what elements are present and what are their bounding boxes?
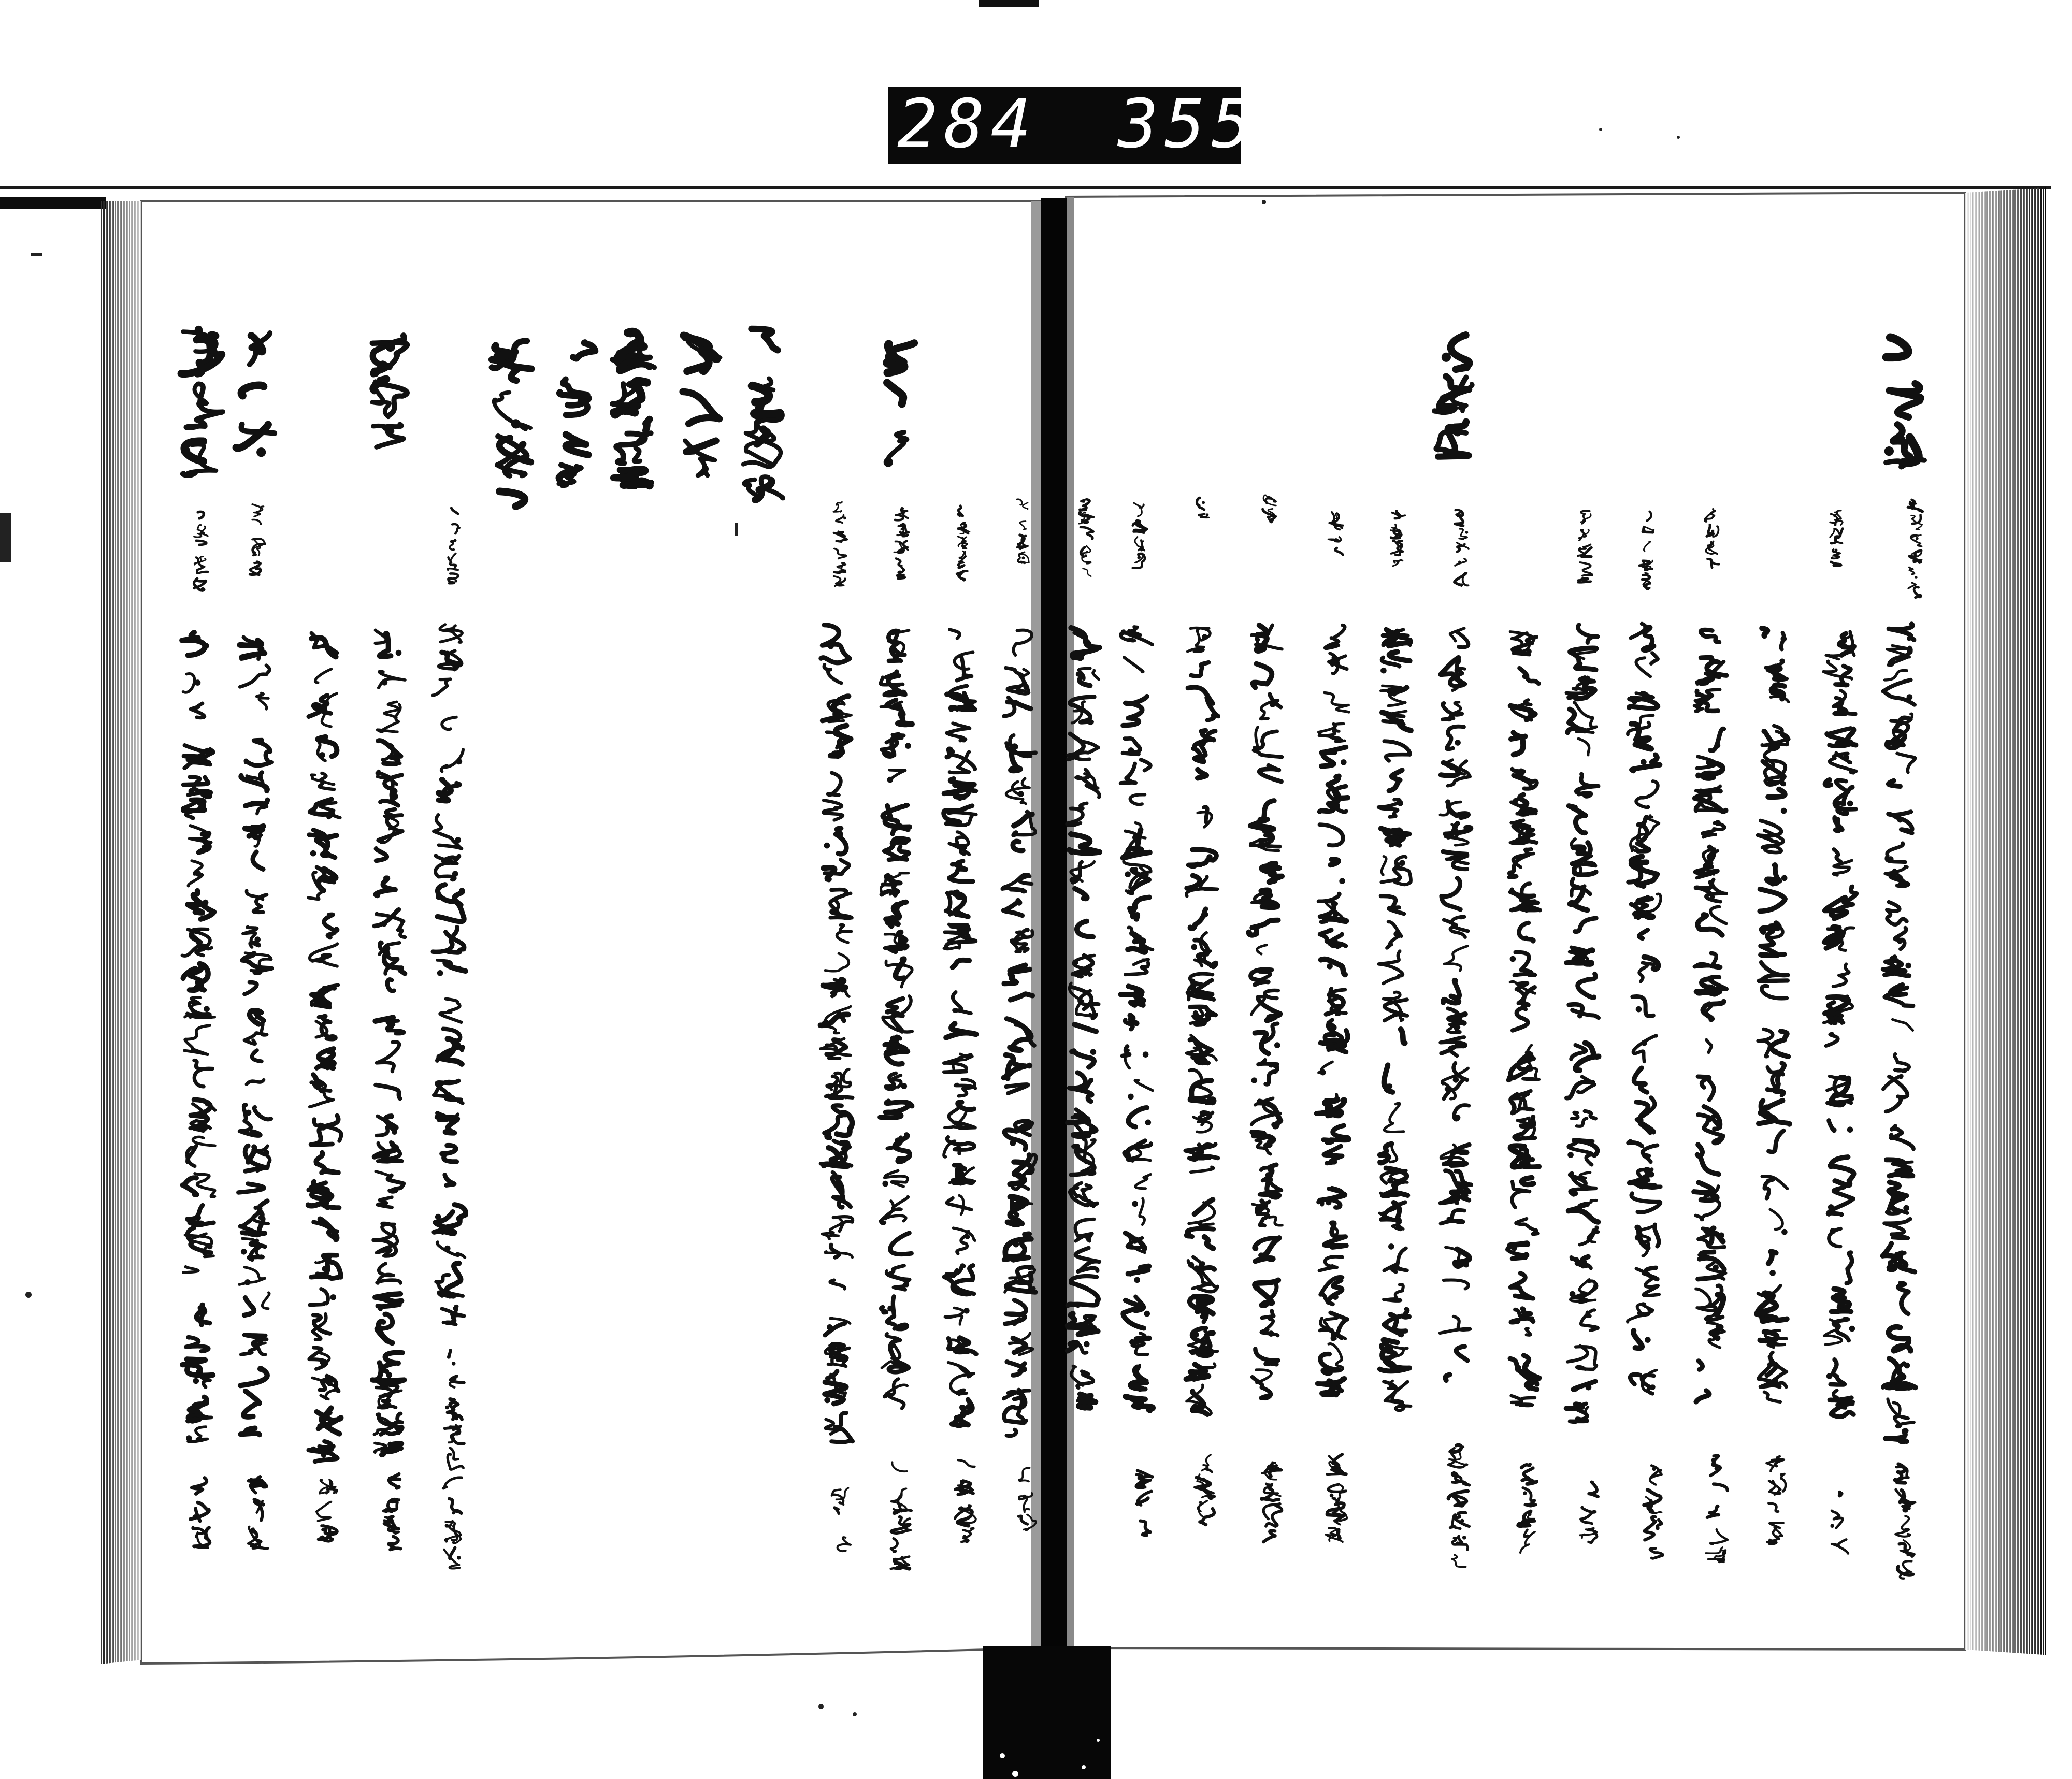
brush-dot [382, 679, 388, 686]
brush-dot [197, 979, 204, 986]
brush-dot [244, 1279, 251, 1285]
brush-dot [1643, 529, 1646, 532]
brush-dot [1903, 1467, 1907, 1471]
brush-dot [334, 927, 340, 933]
brush-dot [319, 752, 325, 758]
brush-dot [1143, 1051, 1149, 1058]
brush-dot [1333, 911, 1339, 917]
scan-number-label [888, 84, 1305, 164]
brush-dot [1202, 634, 1208, 640]
brush-dot [1888, 1260, 1894, 1266]
brush-dot [1718, 1233, 1724, 1239]
brush-dot [828, 643, 834, 649]
brush-dot [1847, 1126, 1853, 1133]
brush-dot [320, 1359, 326, 1365]
brush-dot [1897, 817, 1903, 823]
brush-dot [1339, 878, 1345, 884]
brush-dot [1715, 1335, 1721, 1341]
brush-dot [435, 1214, 441, 1220]
brush-stroke [1825, 780, 1831, 785]
brush-stroke [1337, 1530, 1340, 1539]
brush-dot [310, 850, 316, 857]
brush-dot [831, 1159, 837, 1165]
brush-dot [1193, 1332, 1199, 1338]
brush-dot [1465, 531, 1469, 534]
brush-stroke [1836, 819, 1839, 831]
brush-dot [1781, 808, 1787, 814]
brush-dot [1649, 1499, 1653, 1503]
brush-dot [1442, 353, 1451, 362]
brush-dot [511, 419, 521, 428]
brush-dot [1907, 694, 1913, 700]
brush-dot [454, 580, 457, 583]
brush-dot [1523, 1491, 1527, 1495]
brush-dot [1272, 1534, 1276, 1538]
brush-dot [1578, 547, 1581, 551]
brush-dot [1578, 537, 1581, 540]
brush-dot [1905, 963, 1911, 969]
brush-dot [1520, 807, 1526, 814]
brush-stroke [1401, 1029, 1405, 1043]
brush-stroke [1710, 1228, 1714, 1243]
brush-dot [1393, 931, 1400, 937]
brush-dot [1270, 701, 1276, 707]
scan-label-left-number: 284 [897, 84, 1038, 163]
brush-dot [1648, 1171, 1654, 1178]
brush-dot [1145, 1120, 1152, 1126]
brush-dot [1268, 1330, 1274, 1337]
brush-dot [1024, 685, 1030, 691]
brush-dot [1586, 1384, 1592, 1391]
brush-dot [1195, 1308, 1201, 1314]
brush-stroke [646, 420, 650, 431]
brush-dot [1516, 1155, 1522, 1161]
brush-dot [1849, 1326, 1855, 1332]
brush-dot [1769, 1270, 1776, 1276]
brush-dot [1455, 740, 1461, 746]
brush-dot [1523, 1362, 1529, 1368]
brush-dot [455, 837, 462, 843]
brush-dot [1022, 556, 1025, 559]
brush-dot [1395, 1218, 1402, 1224]
brush-dot [1715, 820, 1721, 826]
brush-dot [1397, 800, 1403, 806]
brush-dot [444, 1246, 451, 1252]
brush-dot [1903, 1495, 1907, 1499]
brush-dot [186, 1435, 192, 1441]
brush-dot [1772, 1049, 1778, 1055]
brush-dot [494, 351, 503, 360]
brush-dot [1084, 1341, 1090, 1348]
brush-dot [1387, 1178, 1393, 1184]
brush-dot [386, 1372, 393, 1378]
brush-stroke [897, 575, 904, 579]
left-page-outline [141, 201, 1043, 1664]
brush-stroke [1713, 1116, 1719, 1129]
brush-dot [1453, 1077, 1459, 1083]
brush-dot [1084, 554, 1087, 557]
brush-dot [1090, 1049, 1097, 1055]
brush-dot [1567, 1152, 1574, 1158]
brush-dot [181, 446, 190, 455]
brush-dot [1332, 1294, 1339, 1300]
brush-dot [1884, 446, 1894, 456]
brush-dot [1833, 1395, 1839, 1401]
brush-dot [452, 871, 458, 877]
brush-dot [1695, 773, 1702, 779]
brush-dot [1023, 1495, 1027, 1499]
brush-dot [905, 743, 911, 749]
brush-dot [963, 1308, 970, 1314]
brush-dot [1188, 1262, 1195, 1268]
brush-dot [827, 1324, 833, 1330]
brush-dot [450, 1311, 456, 1318]
right-page-edge-stack [1966, 187, 2045, 1655]
brush-dot [1897, 938, 1903, 944]
brush-dot [436, 1054, 442, 1060]
brush-dot [310, 1447, 316, 1453]
brush-dot [1206, 854, 1213, 860]
brush-dot [1334, 538, 1337, 541]
brush-dot [1010, 1140, 1016, 1146]
brush-dot [1202, 501, 1205, 504]
bottom-binding-block [983, 1646, 1111, 1779]
brush-dot [1830, 1524, 1834, 1528]
brush-dot [1773, 1378, 1779, 1384]
brush-dot [1641, 759, 1647, 765]
brush-dot [1843, 754, 1849, 760]
brush-dot [1089, 1126, 1095, 1133]
brush-dot [386, 342, 395, 352]
brush-dot [1888, 856, 1894, 862]
brush-dot [1781, 875, 1788, 881]
brush-dot [256, 447, 266, 457]
brush-dot [891, 906, 898, 913]
brush-dot [445, 1524, 449, 1528]
brush-dot [1570, 1291, 1576, 1297]
brush-dot [207, 1243, 213, 1250]
brush-dot [1132, 1201, 1138, 1207]
brush-stroke [261, 773, 262, 778]
brush-dot [258, 513, 261, 516]
brush-dot [1635, 1235, 1641, 1241]
left-top-bar [0, 197, 106, 209]
brush-dot [457, 1556, 461, 1560]
brush-dot [962, 1535, 967, 1539]
brush-dot [1510, 956, 1516, 962]
brush-dot [1018, 791, 1024, 797]
brush-dot [1027, 1063, 1033, 1069]
brush-dot [902, 945, 908, 951]
brush-dot [899, 531, 902, 534]
brush-dot [1261, 895, 1268, 902]
brush-dot [257, 1366, 264, 1372]
brush-dot [843, 516, 846, 519]
brush-dot [203, 643, 209, 649]
brush-dot [1460, 1519, 1464, 1523]
binding-gutter [1041, 198, 1067, 1648]
brush-dot [193, 1378, 199, 1384]
brush-dot [261, 1502, 265, 1507]
brush-stroke [449, 1350, 451, 1357]
brush-dot [1144, 1311, 1150, 1317]
brush-dot [1835, 1010, 1841, 1017]
brush-dot [1909, 502, 1912, 505]
brush-dot [326, 1380, 333, 1386]
brush-dot [1330, 1494, 1334, 1498]
brush-dot [1912, 559, 1916, 562]
brush-dot [1907, 648, 1913, 655]
brush-dot [1274, 1042, 1280, 1048]
brush-dot [1830, 1228, 1836, 1234]
brush-dot [1839, 1492, 1844, 1496]
brush-dot [195, 871, 202, 877]
brush-dot [1388, 1243, 1394, 1250]
brush-dot [1128, 747, 1134, 754]
brush-dot [1399, 860, 1405, 866]
handwritten-character [1401, 1029, 1405, 1043]
brush-dot [1092, 646, 1099, 652]
brush-dot [204, 1006, 210, 1013]
brush-dot [1903, 1205, 1909, 1211]
brush-dot [1915, 576, 1918, 579]
top-edge-mark [979, 0, 1039, 7]
brush-dot [454, 539, 457, 542]
brush-dot [381, 921, 387, 927]
brush-dot [1642, 560, 1645, 563]
brush-dot [1326, 1199, 1332, 1206]
brush-dot [195, 1214, 201, 1221]
brush-dot [1327, 963, 1333, 970]
brush-dot [1778, 1458, 1782, 1463]
brush-dot [1636, 1006, 1642, 1013]
brush-dot [1656, 1526, 1660, 1530]
brush-dot [437, 970, 443, 976]
brush-dot [1320, 1069, 1326, 1076]
inner-margin-shadow-right [1067, 197, 1074, 1648]
brush-dot [1781, 636, 1787, 642]
brush-dot [1835, 549, 1838, 552]
brush-dot [1645, 1337, 1651, 1343]
brush-dot [452, 1362, 456, 1366]
brush-dot [824, 1397, 830, 1404]
brush-dot [1528, 1512, 1532, 1516]
brush-stroke [1762, 628, 1767, 636]
scan-label-right-number: 355. [1118, 84, 1305, 163]
brush-dot [1641, 1040, 1647, 1046]
brush-dot [887, 777, 894, 783]
scanner-top-line [0, 186, 2051, 189]
brush-dot [1262, 817, 1268, 823]
brush-dot [1394, 629, 1401, 635]
brush-dot [1632, 911, 1638, 917]
brush-dot [1012, 1202, 1018, 1208]
brush-dot [203, 900, 209, 906]
brush-dot [1134, 1277, 1140, 1283]
brush-dot [1713, 1265, 1719, 1271]
brush-dot [1457, 514, 1460, 517]
brush-dot [322, 1266, 328, 1272]
left-page-edge-stack [102, 201, 140, 1664]
brush-dot [824, 843, 830, 849]
brush-dot [1267, 516, 1270, 519]
brush-dot [882, 1181, 888, 1187]
brush-dot [193, 1514, 197, 1518]
brush-dot [445, 1406, 449, 1410]
brush-dot [1191, 944, 1198, 950]
brush-dot [884, 458, 893, 467]
brush-dot [1828, 1204, 1834, 1210]
brush-dot [249, 1530, 253, 1534]
brush-dot [189, 788, 195, 794]
brush-dot [1200, 990, 1206, 996]
brush-dot [1013, 1241, 1019, 1248]
brush-dot [1132, 834, 1139, 841]
brush-dot [1711, 530, 1715, 533]
brush-dot [445, 1092, 452, 1098]
brush-dot [1016, 900, 1023, 906]
brush-dot [966, 1404, 972, 1410]
brush-dot [1128, 1094, 1134, 1100]
brush-dot [241, 1249, 247, 1255]
brush-dot [1072, 960, 1078, 966]
brush-dot [1847, 801, 1853, 807]
brush-dot [1202, 912, 1208, 918]
brush-stroke [1330, 859, 1339, 865]
brush-dot [1631, 698, 1637, 704]
brush-dot [1462, 1536, 1466, 1540]
brush-dot [887, 1306, 894, 1312]
brush-dot [826, 876, 832, 883]
brush-dot [1133, 1371, 1139, 1377]
brush-dot [456, 759, 463, 765]
brush-dot [396, 650, 402, 656]
brush-dot [1580, 1263, 1587, 1269]
brush-dot [1206, 513, 1209, 516]
brush-dot [254, 936, 261, 943]
brush-dot [1904, 1363, 1910, 1369]
brush-dot [397, 1485, 401, 1489]
brush-dot [1458, 561, 1461, 564]
brush-dot [1916, 537, 1919, 540]
brush-dot [1129, 1339, 1135, 1346]
brush-dot [1380, 668, 1387, 674]
brush-dot [1341, 759, 1347, 765]
brush-dot [246, 1110, 252, 1116]
brush-stroke [838, 531, 843, 533]
brush-dot [1523, 1252, 1530, 1259]
brush-dot [1715, 742, 1721, 748]
brush-dot [436, 894, 442, 900]
left-margin-mark [0, 513, 11, 562]
handwritten-character [184, 745, 213, 768]
brush-dot [1455, 1115, 1461, 1121]
brush-dot [263, 1150, 269, 1156]
brush-dot [1125, 871, 1131, 877]
brush-dot [1781, 1229, 1788, 1235]
brush-dot [1077, 1148, 1083, 1154]
brush-dot [1652, 1467, 1656, 1471]
handwritten-character [897, 575, 904, 579]
brush-dot [330, 1294, 337, 1300]
brush-dot [901, 1083, 908, 1089]
brush-stroke [962, 538, 963, 543]
brush-dot [961, 544, 965, 547]
brush-dot [1826, 1373, 1833, 1379]
brush-dot [1265, 1172, 1272, 1178]
brush-dot [1251, 1077, 1258, 1083]
brush-dot [195, 679, 201, 686]
